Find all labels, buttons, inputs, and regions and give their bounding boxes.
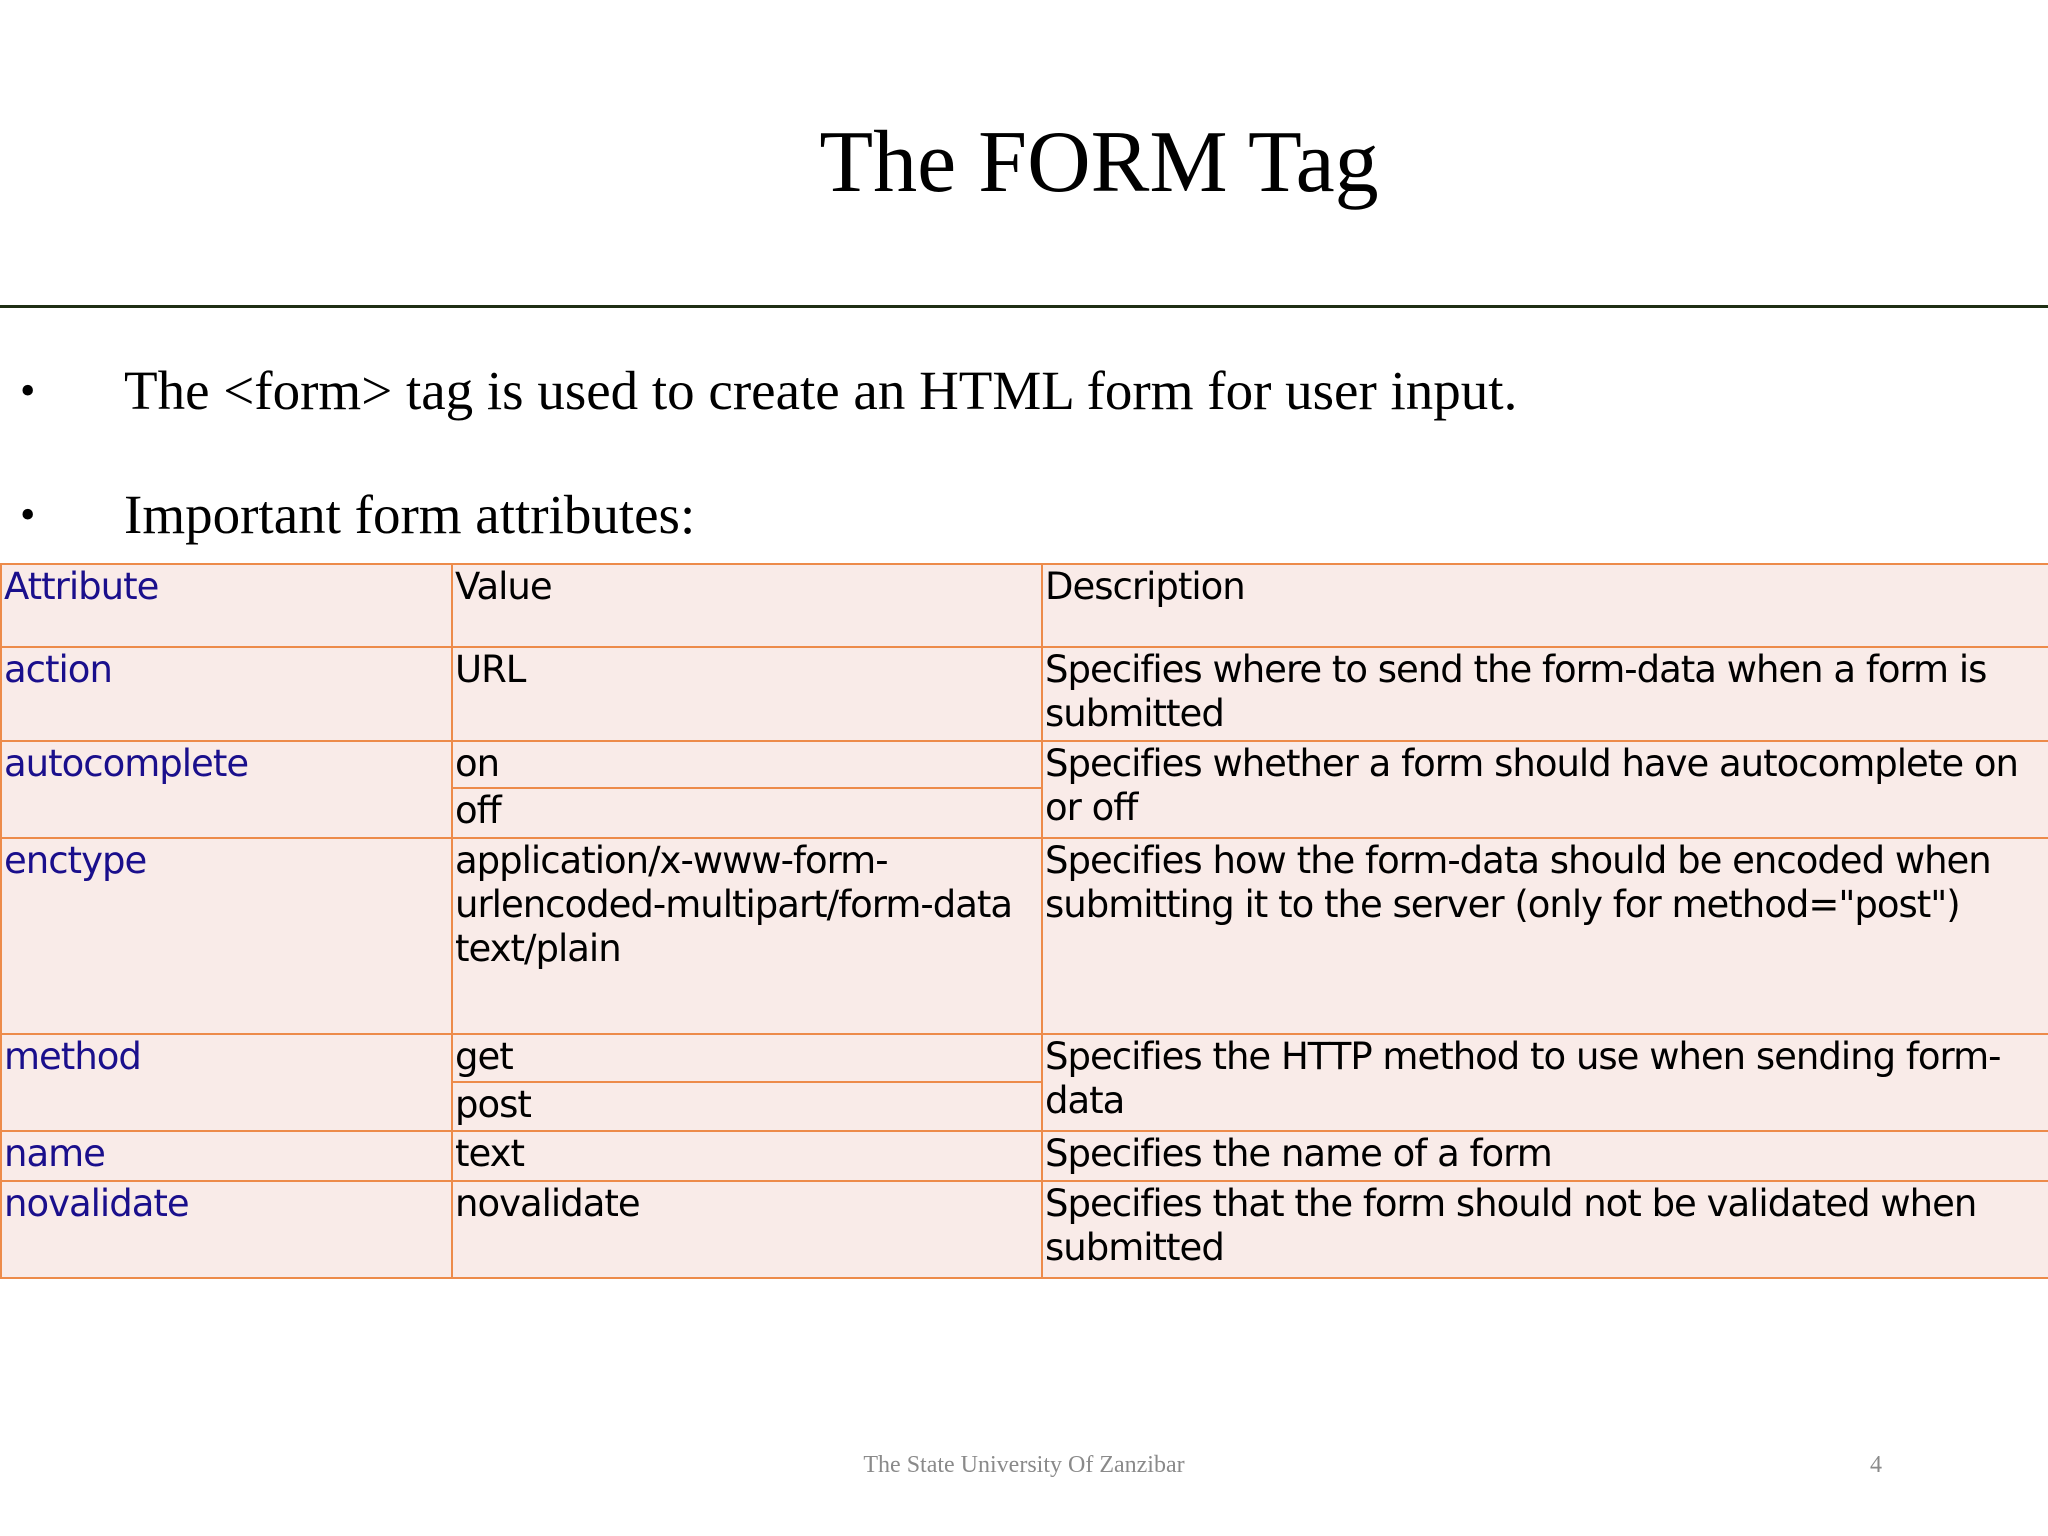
attribute-cell: enctype — [1, 838, 452, 1034]
description-cell: Specifies the name of a form — [1042, 1131, 2048, 1181]
form-attributes-table — [0, 563, 2048, 1279]
header-attribute: Attribute — [1, 564, 452, 647]
bullet-glyph: • — [20, 490, 36, 539]
value-cell: text — [452, 1131, 1042, 1181]
value-cell: novalidate — [452, 1181, 1042, 1278]
attribute-cell: autocomplete — [1, 741, 452, 838]
value-cell: post — [452, 1082, 1042, 1131]
description-cell: Specifies the HTTP method to use when sending form-data — [1042, 1034, 2048, 1131]
table-row — [1, 838, 2048, 1034]
table-row — [1, 1034, 2048, 1082]
value-line: text/plain — [455, 927, 621, 970]
attribute-cell: action — [1, 647, 452, 741]
bullet-text: The <form> tag is used to create an HTML form for user input. — [124, 360, 1518, 421]
table-row — [1, 741, 2048, 788]
footer-institution: The State University Of Zanzibar — [863, 1452, 1185, 1478]
value-cell: off — [452, 788, 1042, 838]
description-cell: Specifies where to send the form-data when a form is submitted — [1042, 647, 2048, 741]
description-cell: Specifies whether a form should have autocomplete on or off — [1042, 741, 2048, 838]
table-row — [1, 647, 2048, 741]
header-value: Value — [452, 564, 1042, 647]
value-cell: on — [452, 741, 1042, 788]
table-header-row — [1, 564, 2048, 647]
slide-title: The FORM Tag — [819, 114, 1379, 211]
description-cell: Specifies that the form should not be validated when submitted — [1042, 1181, 2048, 1278]
bullet-glyph: • — [20, 366, 36, 415]
page-number: 4 — [1870, 1452, 1882, 1478]
bullet-text: Important form attributes: — [124, 484, 696, 545]
value-cell — [452, 838, 1042, 1034]
description-cell: Specifies how the form-data should be encoded when submitting it to the server (only for method="post") — [1042, 838, 2048, 1034]
value-cell: URL — [452, 647, 1042, 741]
attribute-cell: name — [1, 1131, 452, 1181]
attribute-cell: novalidate — [1, 1181, 452, 1278]
value-cell: get — [452, 1034, 1042, 1082]
attribute-cell: method — [1, 1034, 452, 1131]
header-description: Description — [1042, 564, 2048, 647]
table-row — [1, 1131, 2048, 1181]
table-row — [1, 1181, 2048, 1278]
value-line: application/x-www-form-urlencoded-multipart/form-data — [455, 839, 1013, 926]
title-divider — [0, 305, 2048, 308]
